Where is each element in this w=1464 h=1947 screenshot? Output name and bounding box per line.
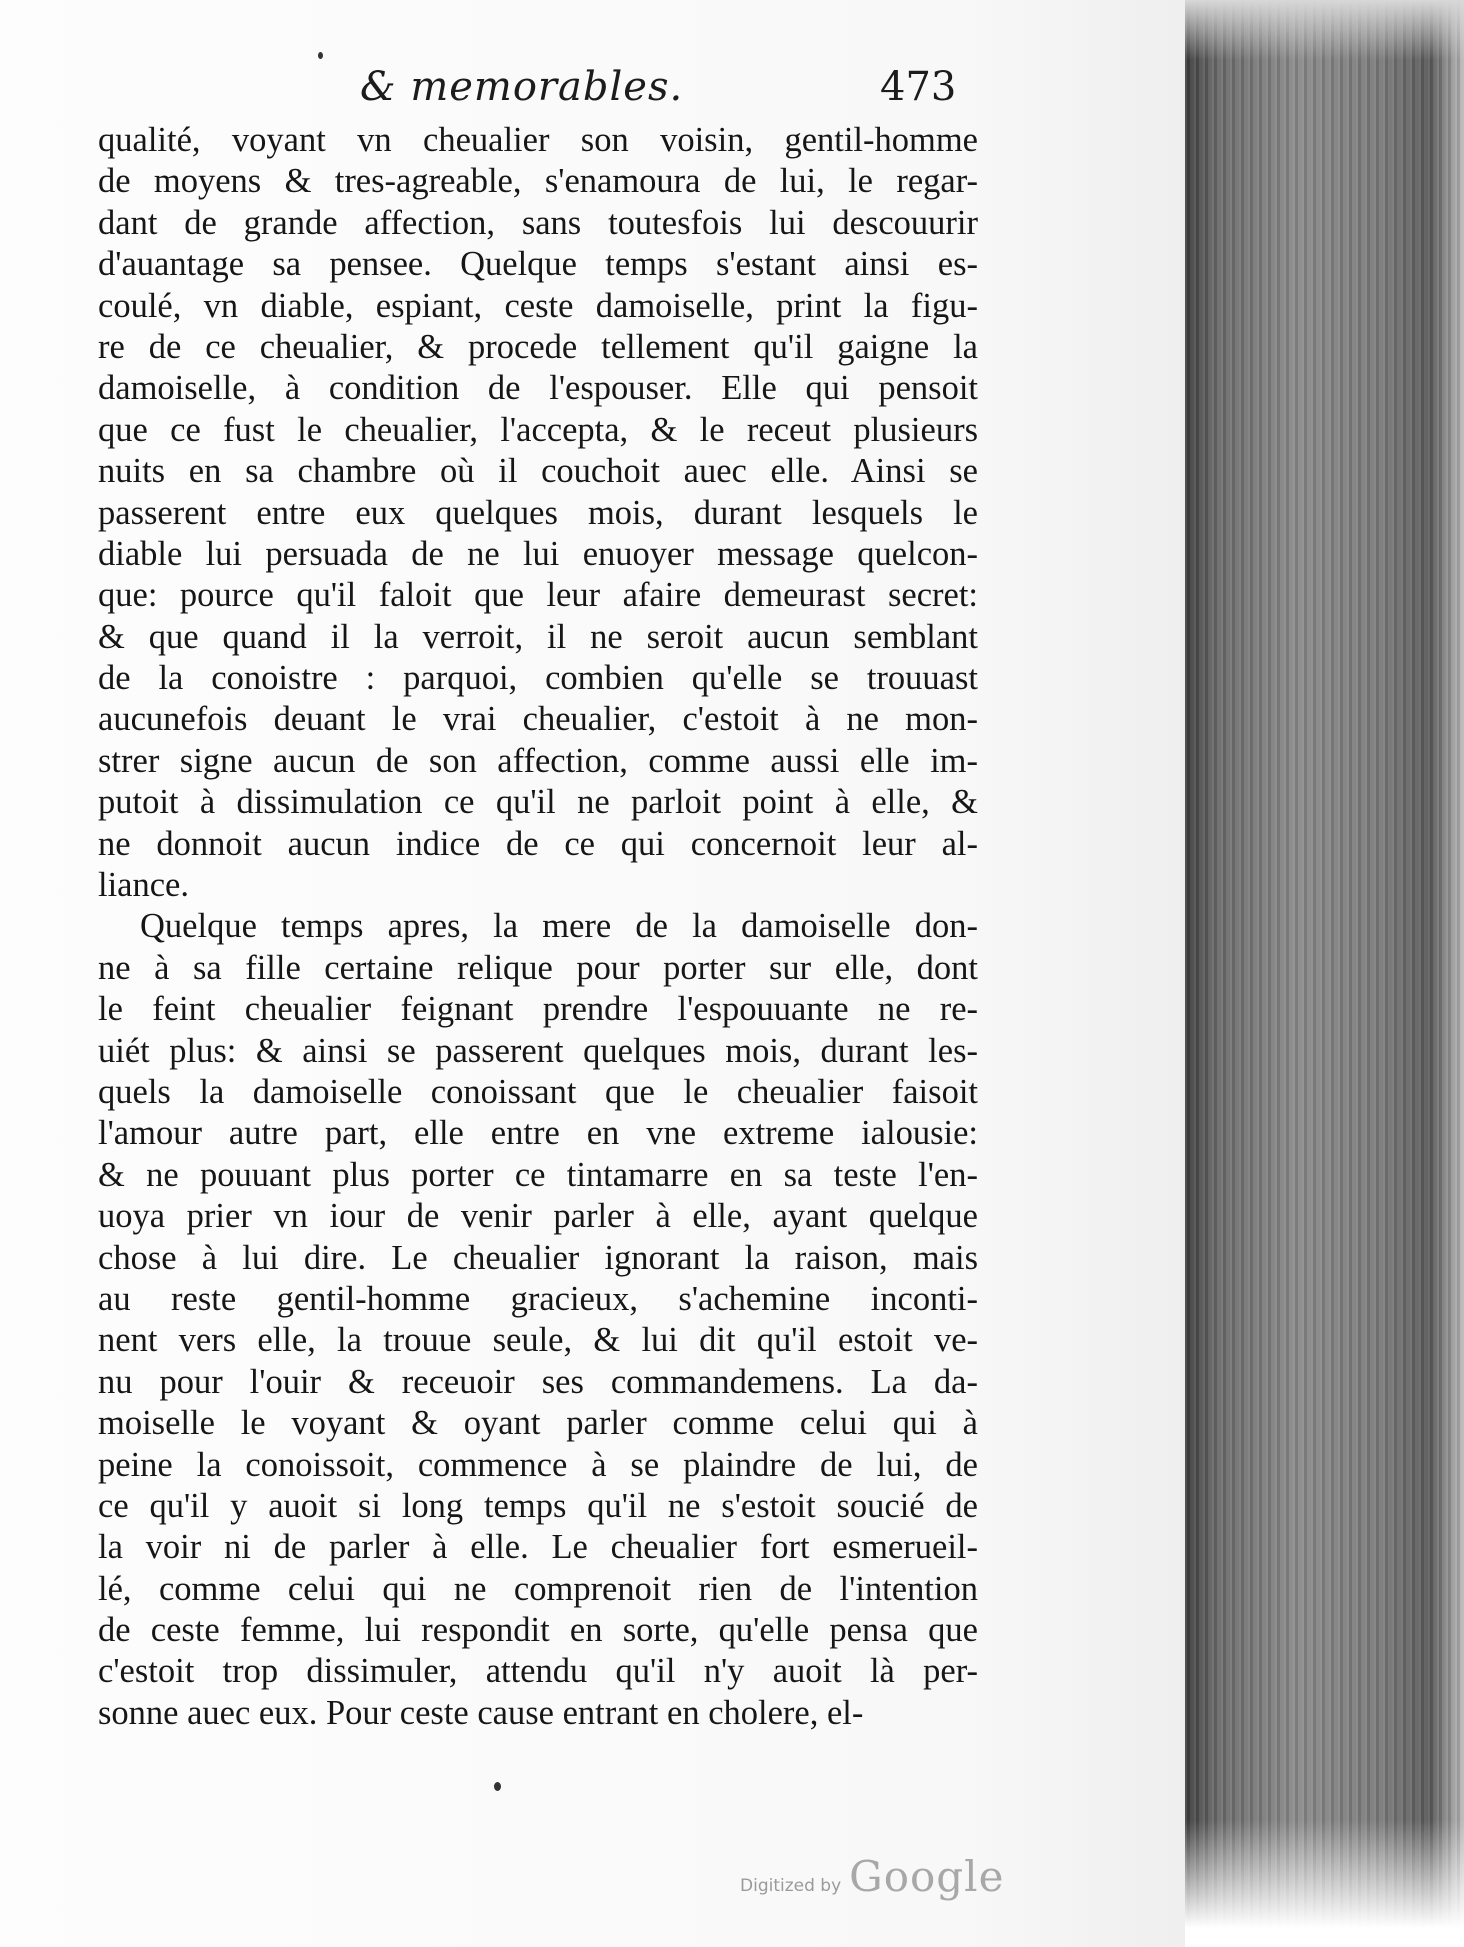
text-line: moiselle le voyant & oyant parler comme celui qui à (98, 1404, 978, 1443)
text-line: de la conoistre : parquoi, combien qu'elle se trouuast (98, 659, 978, 698)
text-line: nu pour l'ouir & receuoir ses commandemens. La da- (98, 1362, 978, 1401)
text-line: ce qu'il y auoit si long temps qu'il ne s'estoit soucié de (98, 1486, 978, 1525)
text-line: aucunefois deuant le vrai cheualier, c'estoit à ne mon- (98, 700, 978, 739)
body-text (98, 120, 978, 1734)
text-line: peine la conoissoit, commence à se plaindre de lui, de (98, 1445, 978, 1484)
digitized-by-google-watermark (740, 1852, 1004, 1901)
text-line: le feint cheualier feignant prendre l'espouuante ne re- (98, 990, 978, 1029)
text-line: ne donnoit aucun indice de ce qui concernoit leur al- (98, 824, 978, 863)
page-edge-bottom-fade (1185, 1820, 1464, 1947)
text-line: quels la damoiselle conoissant que le cheualier faisoit (98, 1072, 978, 1111)
text-line: c'estoit trop dissimuler, attendu qu'il n'y auoit là per- (98, 1652, 978, 1691)
text-line: que: pource qu'il faloit que leur afaire demeurast secret: (98, 576, 978, 615)
text-line: uiét plus: & ainsi se passerent quelques mois, durant les- (98, 1031, 978, 1070)
text-line: de moyens & tres-agreable, s'enamoura de lui, le regar- (98, 162, 978, 201)
text-line: strer signe aucun de son affection, comme aussi elle im- (98, 741, 978, 780)
text-line: d'auantage sa pensee. Quelque temps s'estant ainsi es- (98, 245, 978, 284)
text-line: uoya prier vn iour de venir parler à elle, ayant quelque (98, 1197, 978, 1236)
running-head: & memorables. (360, 64, 684, 110)
text-line: que ce fust le cheualier, l'accepta, & le receut plusieurs (98, 410, 978, 449)
text-line: re de ce cheualier, & procede tellement qu'il gaigne la (98, 327, 978, 366)
page-edge-top-fade (1185, 0, 1464, 60)
text-line: diable lui persuada de ne lui enuoyer message quelcon- (98, 534, 978, 573)
text-line: liance. (98, 866, 189, 905)
text-line: coulé, vn diable, espiant, ceste damoiselle, print la figu- (98, 286, 978, 325)
text-line: nent vers elle, la trouue seule, & lui dit qu'il estoit ve- (98, 1321, 978, 1360)
text-line: l'amour autre part, elle entre en vne extreme ialousie: (98, 1114, 978, 1153)
text-line: & que quand il la verroit, il ne seroit aucun semblant (98, 617, 978, 656)
text-line: lé, comme celui qui ne comprenoit rien de l'intention (98, 1569, 978, 1608)
text-line: ne à sa fille certaine relique pour porter sur elle, dont (98, 948, 978, 987)
text-line: passerent entre eux quelques mois, durant lesquels le (98, 493, 978, 532)
text-line: damoiselle, à condition de l'espouser. Elle qui pensoit (98, 369, 978, 408)
text-line: au reste gentil-homme gracieux, s'achemine inconti- (98, 1279, 978, 1318)
text-line: nuits en sa chambre où il couchoit auec elle. Ainsi se (98, 452, 978, 491)
text-line: qualité, voyant vn cheualier son voisin, gentil-homme (98, 121, 978, 159)
ink-speck (494, 1782, 501, 1791)
text-line: la voir ni de parler à elle. Le cheualier fort esmerueil- (98, 1528, 978, 1567)
text-line: sonne auec eux. Pour ceste cause entrant en cholere, el- (98, 1693, 864, 1732)
google-logo: Google (849, 1852, 1005, 1901)
text-line: & ne pouuant plus porter ce tintamarre en sa teste l'en- (98, 1155, 978, 1194)
digitized-label: Digitized by (740, 1876, 842, 1896)
text-line: dant de grande affection, sans toutesfois lui descouurir (98, 203, 978, 242)
page-number: 473 (880, 64, 957, 110)
text-line: de ceste femme, lui respondit en sorte, qu'elle pensa que (98, 1611, 978, 1650)
text-line: putoit à dissimulation ce qu'il ne parloit point à elle, & (98, 783, 978, 822)
text-line: Quelque temps apres, la mere de la damoiselle don- (140, 907, 978, 946)
text-line: chose à lui dire. Le cheualier ignorant la raison, mais (98, 1238, 978, 1277)
book-page-edge (1185, 0, 1464, 1947)
ink-speck (318, 52, 323, 59)
